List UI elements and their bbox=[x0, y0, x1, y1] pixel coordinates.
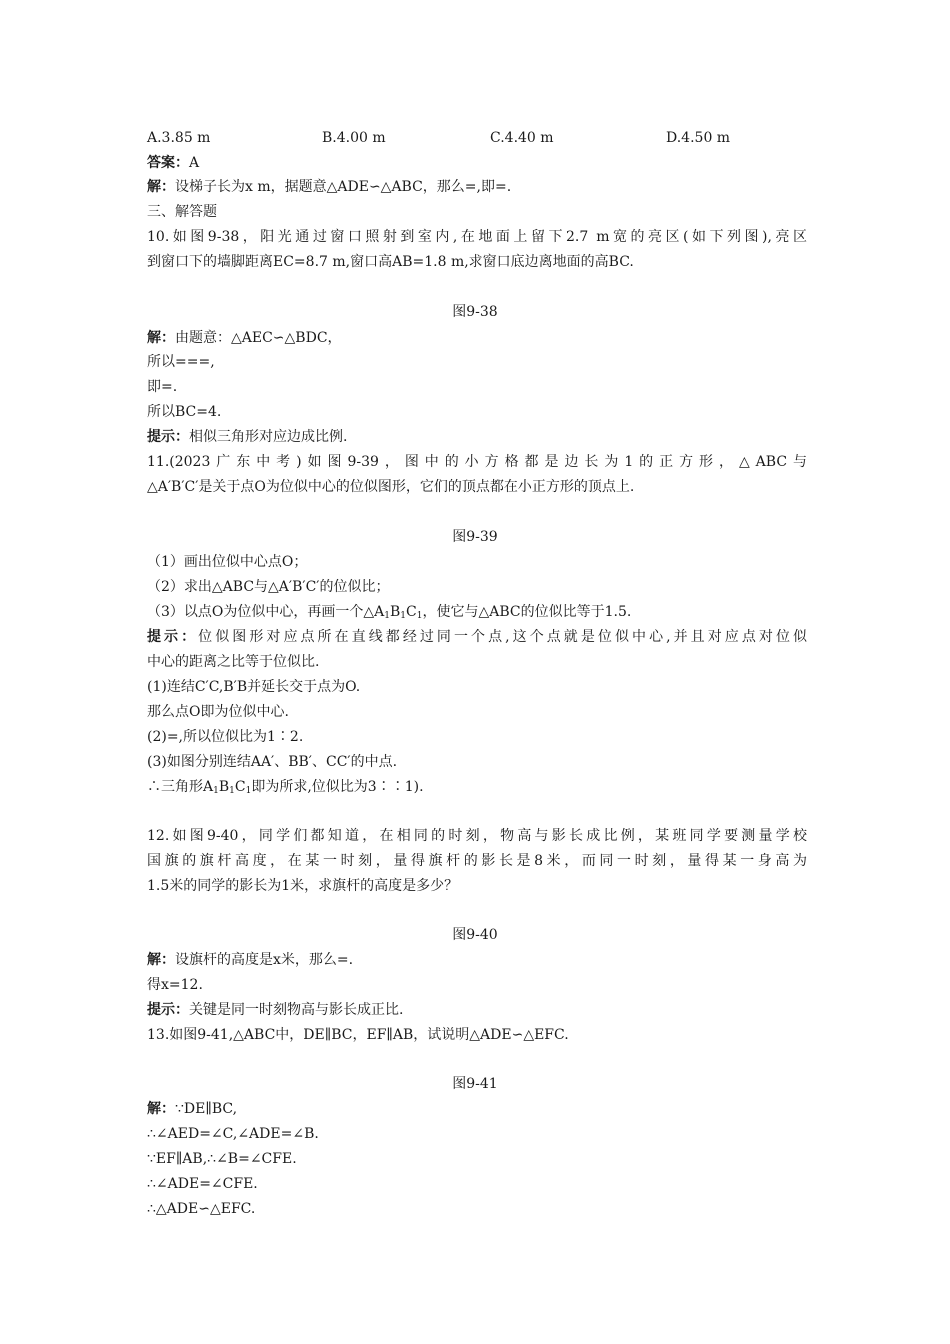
q12-text-line3: 1.5米的同学的影长为1米，求旗杆的高度是多少？ bbox=[147, 878, 459, 894]
q13-solution-line2: ∴∠AED=∠C,∠ADE=∠B. bbox=[147, 1126, 319, 1142]
option-b: B.4.00 m bbox=[322, 130, 386, 146]
q11-part1: （1）画出位似中心点O； bbox=[147, 554, 308, 570]
q11-hint-line1 bbox=[147, 625, 807, 649]
hint-label: 提示： bbox=[147, 1002, 189, 1018]
answer-label: 答案： bbox=[147, 155, 189, 171]
q9-answer bbox=[147, 151, 807, 175]
q11-text-line1: 11.(2023广东中考)如图9-39，图中的小方格都是边长为1的正方形，△ABC与 bbox=[147, 454, 807, 470]
subscript: 1 bbox=[245, 786, 252, 796]
hint-text: 关键是同一时刻物高与影长成正比. bbox=[189, 1002, 404, 1018]
section-title: 三、解答题 bbox=[147, 204, 217, 220]
solution-label: 解： bbox=[147, 179, 175, 195]
answer-value: A bbox=[189, 155, 200, 171]
solution-label: 解： bbox=[147, 952, 175, 968]
q11-answer-line2: 那么点O即为位似中心. bbox=[147, 704, 289, 720]
subscript: 1 bbox=[213, 786, 219, 796]
q10-solution-line3: 即=. bbox=[147, 379, 178, 395]
part3-text: C bbox=[406, 604, 417, 620]
option-c: C.4.40 m bbox=[490, 130, 554, 146]
q12-solution-line2: 得x=12. bbox=[147, 977, 203, 993]
answer-text: ∴三角形A bbox=[147, 779, 214, 795]
q12-solution-line1 bbox=[147, 948, 807, 972]
q10-text-line2: 到窗口下的墙脚距离EC=8.7 m,窗口高AB=1.8 m,求窗口底边离地面的高BC. bbox=[147, 254, 634, 270]
q12-text-line2: 国旗的旗杆高度，在某一时刻，量得旗杆的影长是8米，而同一时刻，量得某一身高为 bbox=[147, 853, 807, 869]
subscript: 1 bbox=[400, 611, 407, 621]
q11-hint-line2: 中心的距离之比等于位似比. bbox=[147, 654, 320, 670]
q11-answer-line3: (2)=,所以位似比为1∶2. bbox=[147, 729, 304, 745]
q11-answer-line5 bbox=[147, 775, 807, 803]
q11-text-line2: △A′B′C′是关于点O为位似中心的位似图形，它们的顶点都在小正方形的顶点上. bbox=[147, 479, 635, 495]
q11-answer-line4: (3)如图分别连结AA′、BB′、CC′的中点. bbox=[147, 754, 398, 770]
subscript: 1 bbox=[229, 786, 235, 796]
q13-solution-line1 bbox=[147, 1097, 807, 1121]
q13-solution-line5: ∴△ADE∽△EFC. bbox=[147, 1201, 256, 1217]
figure-caption-9-40: 图9-40 bbox=[452, 927, 498, 943]
hint-label: 提示： bbox=[147, 429, 189, 445]
part3-text: B bbox=[390, 604, 401, 620]
solution-text: 设旗杆的高度是x米，那么=. bbox=[175, 952, 354, 968]
q11-part2: （2）求出△ABC与△A′B′C′的位似比； bbox=[147, 579, 390, 595]
solution-text: 由题意：△AEC∽△BDC， bbox=[175, 330, 342, 346]
solution-text: ∵DE∥BC, bbox=[175, 1101, 238, 1117]
q10-hint bbox=[147, 425, 807, 449]
q11-part3 bbox=[147, 600, 807, 628]
solution-text: 设梯子长为x m，据题意△ADE∽△ABC，那么=,即=. bbox=[175, 179, 512, 195]
figure-caption-9-38: 图9-38 bbox=[452, 304, 498, 320]
q10-solution-line1 bbox=[147, 326, 807, 350]
answer-text: C bbox=[234, 779, 246, 795]
figure-caption-9-39: 图9-39 bbox=[452, 529, 498, 545]
figure-caption-9-41: 图9-41 bbox=[452, 1076, 498, 1092]
option-a: A.3.85 m bbox=[147, 130, 211, 146]
q13-solution-line4: ∴∠ADE=∠CFE. bbox=[147, 1176, 258, 1192]
answer-text: 即为所求,位似比为3∶∶1). bbox=[251, 779, 424, 795]
q10-solution-line2: 所以===, bbox=[147, 354, 215, 370]
part3-text: ，使它与△ABC的位似比等于1.5. bbox=[422, 604, 632, 620]
solution-label: 解： bbox=[147, 1101, 175, 1117]
option-d: D.4.50 m bbox=[666, 130, 731, 146]
q9-solution bbox=[147, 175, 807, 199]
q11-answer-line1: (1)连结C′C,B′B并延长交于点为O. bbox=[147, 679, 361, 695]
answer-text: B bbox=[218, 779, 230, 795]
q10-solution-line4: 所以BC=4. bbox=[147, 404, 222, 420]
subscript: 1 bbox=[416, 611, 423, 621]
subscript: 1 bbox=[384, 611, 390, 621]
hint-text: 相似三角形对应边成比例. bbox=[189, 429, 348, 445]
q12-hint bbox=[147, 998, 807, 1022]
q10-text-line1: 10.如图9-38，阳光通过窗口照射到室内,在地面上留下2.7 m宽的亮区(如下列图),亮区 bbox=[147, 229, 807, 245]
hint-label: 提示： bbox=[147, 629, 199, 645]
q12-text-line1: 12.如图9-40，同学们都知道，在相同的时刻，物高与影长成比例，某班同学要测量学校 bbox=[147, 828, 807, 844]
q13-solution-line3: ∵EF∥AB,∴∠B=∠CFE. bbox=[147, 1151, 297, 1167]
hint-text: 位似图形对应点所在直线都经过同一个点,这个点就是位似中心,并且对应点对位似 bbox=[198, 629, 807, 645]
solution-label: 解： bbox=[147, 330, 175, 346]
q13-text-line1: 13.如图9-41,△ABC中，DE∥BC，EF∥AB，试说明△ADE∽△EFC. bbox=[147, 1027, 569, 1043]
part3-text: （3）以点O为位似中心，再画一个△A bbox=[147, 604, 385, 620]
